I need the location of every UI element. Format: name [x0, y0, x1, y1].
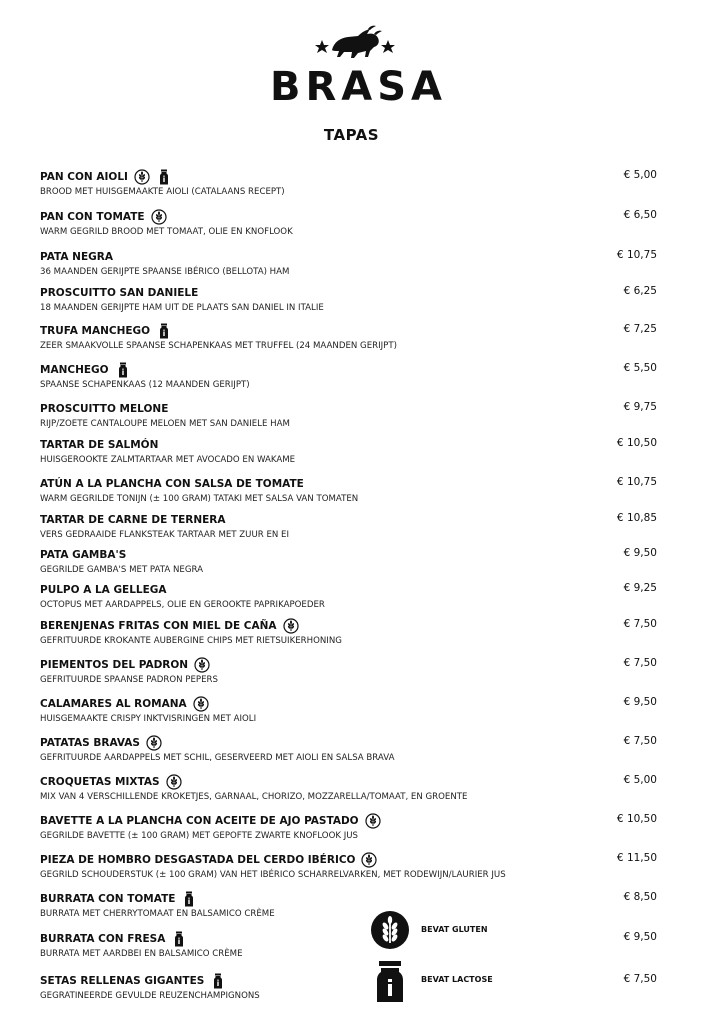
menu-item-price: € 11,50	[616, 852, 657, 864]
menu-item-description: GEGRILD SCHOUDERSTUK (± 100 GRAM) VAN HET IBÉRICO SCHARRELVARKEN, MET RODEWIJN/LAURIER JUS	[40, 870, 506, 880]
menu-item-name-row	[40, 546, 126, 564]
menu-item-name: PATA GAMBA'S	[40, 549, 127, 561]
menu-item-name-row	[40, 581, 167, 599]
menu-item-name: PATA NEGRA	[40, 251, 113, 263]
menu-item-description: OCTOPUS MET AARDAPPELS, OLIE EN GEROOKTE PAPRIKAPOEDER	[40, 600, 325, 610]
menu-item	[40, 851, 660, 887]
menu-item-name-row	[40, 208, 167, 226]
wheat-icon	[283, 618, 299, 634]
menu-item-name-row	[40, 284, 198, 302]
menu-item-name: TARTAR DE SALMÓN	[40, 439, 159, 451]
menu-item	[40, 168, 660, 204]
menu-item-description: HUISGEROOKTE ZALMTARTAAR MET AVOCADO EN WAKAME	[40, 455, 296, 465]
menu-item-description: GEGRILDE GAMBA'S MET PATA NEGRA	[40, 565, 203, 575]
menu-item-name: PULPO A LA GELLEGA	[40, 584, 167, 596]
menu-item-price: € 10,85	[616, 512, 657, 524]
menu-item	[40, 436, 660, 472]
menu-item-price: € 10,50	[616, 437, 657, 449]
menu-item-name: PROSCUITTO SAN DANIELE	[40, 287, 199, 299]
menu-item-name: TRUFA MANCHEGO	[40, 325, 151, 337]
menu-item-name-row	[40, 617, 299, 635]
menu-item-price: € 5,50	[623, 362, 657, 374]
menu-item-name-row	[40, 972, 226, 990]
milk-bottle-icon	[210, 973, 226, 989]
menu-item-price: € 7,50	[623, 735, 657, 747]
menu-item-name-row	[40, 930, 187, 948]
menu-item-description: ZEER SMAAKVOLLE SPAANSE SCHAPENKAAS MET TRUFFEL (24 MAANDEN GERIJPT)	[40, 341, 397, 351]
milk-bottle-icon	[156, 169, 172, 185]
menu-item-name-row	[40, 361, 131, 379]
menu-item-price: € 9,50	[623, 931, 657, 943]
menu-item-name: SETAS RELLENAS GIGANTES	[40, 975, 205, 987]
menu-item-price: € 9,75	[623, 401, 657, 413]
menu-item	[40, 361, 660, 397]
wheat-icon	[370, 910, 410, 950]
menu-item	[40, 546, 660, 582]
menu-item-name: CALAMARES AL ROMANA	[40, 698, 187, 710]
legend-gluten	[370, 910, 520, 954]
menu-item-name: PAN CON TOMATE	[40, 211, 145, 223]
page-title: TAPAS	[323, 126, 380, 144]
menu-item-price: € 10,75	[616, 249, 657, 261]
menu-item-price: € 5,00	[623, 774, 657, 786]
menu-item-name: PIEMENTOS DEL PADRON	[40, 659, 189, 671]
legend-lactose-label: BEVAT LACTOSE	[421, 975, 493, 984]
wheat-icon	[365, 813, 381, 829]
menu-item-name: PROSCUITTO MELONE	[40, 403, 169, 415]
wheat-icon	[193, 696, 209, 712]
menu-item-description: VERS GEDRAAIDE FLANKSTEAK TARTAAR MET ZUUR EN EI	[40, 530, 289, 540]
menu-item-price: € 10,75	[616, 476, 657, 488]
menu-item-price: € 9,50	[623, 696, 657, 708]
menu-item	[40, 617, 660, 653]
menu-item-description: BROOD MET HUISGEMAAKTE AIOLI (CATALAANS RECEPT)	[40, 187, 285, 197]
menu-item	[40, 511, 660, 547]
menu-item-description: GEGRILDE BAVETTE (± 100 GRAM) MET GEPOFTE ZWARTE KNOFLOOK JUS	[40, 831, 358, 841]
wheat-icon	[146, 735, 162, 751]
menu-item-description: BURRATA MET CHERRYTOMAAT EN BALSAMICO CRÈME	[40, 909, 275, 919]
menu-item-price: € 9,50	[623, 547, 657, 559]
menu-item-name-row	[40, 248, 113, 266]
milk-bottle-icon	[370, 960, 410, 1000]
menu-item-description: GEFRITUURDE AARDAPPELS MET SCHIL, GESERVEERD MET AIOLI EN SALSA BRAVA	[40, 753, 395, 763]
menu-item-name-row	[40, 400, 168, 418]
menu-item	[40, 812, 660, 848]
menu-item-name-row	[40, 890, 197, 908]
brand-wordmark: BRASA	[270, 64, 448, 110]
menu-item-name-row	[40, 511, 226, 529]
menu-item	[40, 208, 660, 244]
menu-item-description: MIX VAN 4 VERSCHILLENDE KROKETJES, GARNAAL, CHORIZO, MOZZARELLA/TOMAAT, EN GROENTE	[40, 792, 468, 802]
menu-item	[40, 284, 660, 320]
menu-item-price: € 8,50	[623, 891, 657, 903]
menu-item-price: € 7,50	[623, 618, 657, 630]
menu-item-name-row	[40, 773, 182, 791]
menu-item-description: WARM GEGRILD BROOD MET TOMAAT, OLIE EN KNOFLOOK	[40, 227, 293, 237]
menu-item	[40, 972, 660, 1008]
menu-item-description: SPAANSE SCHAPENKAAS (12 MAANDEN GERIJPT)	[40, 380, 250, 390]
menu-item-name-row	[40, 656, 210, 674]
menu-item-price: € 6,50	[623, 209, 657, 221]
menu-item-name: PAN CON AIOLI	[40, 171, 128, 183]
menu-item-name-row	[40, 168, 172, 186]
wheat-icon	[361, 852, 377, 868]
menu-item-description: 36 MAANDEN GERIJPTE SPAANSE IBÉRICO (BELLOTA) HAM	[40, 267, 290, 277]
menu-item-price: € 6,25	[623, 285, 657, 297]
milk-bottle-icon	[115, 362, 131, 378]
menu-item	[40, 890, 660, 926]
menu-item	[40, 581, 660, 617]
menu-item-price: € 10,50	[616, 813, 657, 825]
menu-item	[40, 400, 660, 436]
menu-item-name-row	[40, 322, 172, 340]
menu-item-name-row	[40, 475, 304, 493]
wheat-icon	[151, 209, 167, 225]
menu-item-description: HUISGEMAAKTE CRISPY INKTVISRINGEN MET AIOLI	[40, 714, 257, 724]
menu-item	[40, 656, 660, 692]
menu-item-description: RIJP/ZOETE CANTALOUPE MELOEN MET SAN DANIELE HAM	[40, 419, 290, 429]
wheat-icon	[194, 657, 210, 673]
milk-bottle-icon	[181, 891, 197, 907]
menu-item-name-row	[40, 734, 162, 752]
menu-item-name-row	[40, 436, 158, 454]
menu-item-description: GEGRATINEERDE GEVULDE REUZENCHAMPIGNONS	[40, 991, 260, 1001]
menu-item-name: MANCHEGO	[40, 364, 109, 376]
menu-item-price: € 5,00	[623, 169, 657, 181]
menu-item-name: TARTAR DE CARNE DE TERNERA	[40, 514, 226, 526]
menu-item	[40, 248, 660, 284]
legend-gluten-label: BEVAT GLUTEN	[421, 925, 488, 934]
menu-item-name: BURRATA CON TOMATE	[40, 893, 176, 905]
menu-item	[40, 734, 660, 770]
menu-item-name: BERENJENAS FRITAS CON MIEL DE CAÑA	[40, 620, 277, 632]
wheat-icon	[134, 169, 150, 185]
menu-item-name: ATÚN A LA PLANCHA CON SALSA DE TOMATE	[40, 478, 304, 490]
menu-item-name: PATATAS BRAVAS	[40, 737, 140, 749]
menu-item	[40, 930, 660, 966]
menu-item-name: CROQUETAS MIXTAS	[40, 776, 160, 788]
menu-item-description: WARM GEGRILDE TONIJN (± 100 GRAM) TATAKI MET SALSA VAN TOMATEN	[40, 494, 359, 504]
menu-item-name: BAVETTE A LA PLANCHA CON ACEITE DE AJO PASTADO	[40, 815, 359, 827]
menu-item-description: BURRATA MET AARDBEI EN BALSAMICO CRÈME	[40, 949, 243, 959]
brasa-logo	[270, 20, 448, 115]
menu-item-price: € 7,50	[623, 973, 657, 985]
legend-lactose	[370, 960, 520, 1004]
menu-item-description: GEFRITUURDE SPAANSE PADRON PEPERS	[40, 675, 218, 685]
milk-bottle-icon	[156, 323, 172, 339]
menu-item-name: PIEZA DE HOMBRO DESGASTADA DEL CERDO IBÉRICO	[40, 854, 356, 866]
menu-item-description: 18 MAANDEN GERIJPTE HAM UIT DE PLAATS SAN DANIEL IN ITALIE	[40, 303, 324, 313]
milk-bottle-icon	[171, 931, 187, 947]
menu-item	[40, 695, 660, 731]
menu-item-price: € 7,25	[623, 323, 657, 335]
menu-item-name-row	[40, 695, 209, 713]
menu-item-name-row	[40, 812, 381, 830]
menu-item-price: € 9,25	[623, 582, 657, 594]
menu-item-name: BURRATA CON FRESA	[40, 933, 166, 945]
menu-item-name-row	[40, 851, 377, 869]
menu-item	[40, 475, 660, 511]
menu-item-description: GEFRITUURDE KROKANTE AUBERGINE CHIPS MET RIETSUIKERHONING	[40, 636, 342, 646]
wheat-icon	[166, 774, 182, 790]
menu-item	[40, 322, 660, 358]
menu-item-price: € 7,50	[623, 657, 657, 669]
menu-item	[40, 773, 660, 809]
